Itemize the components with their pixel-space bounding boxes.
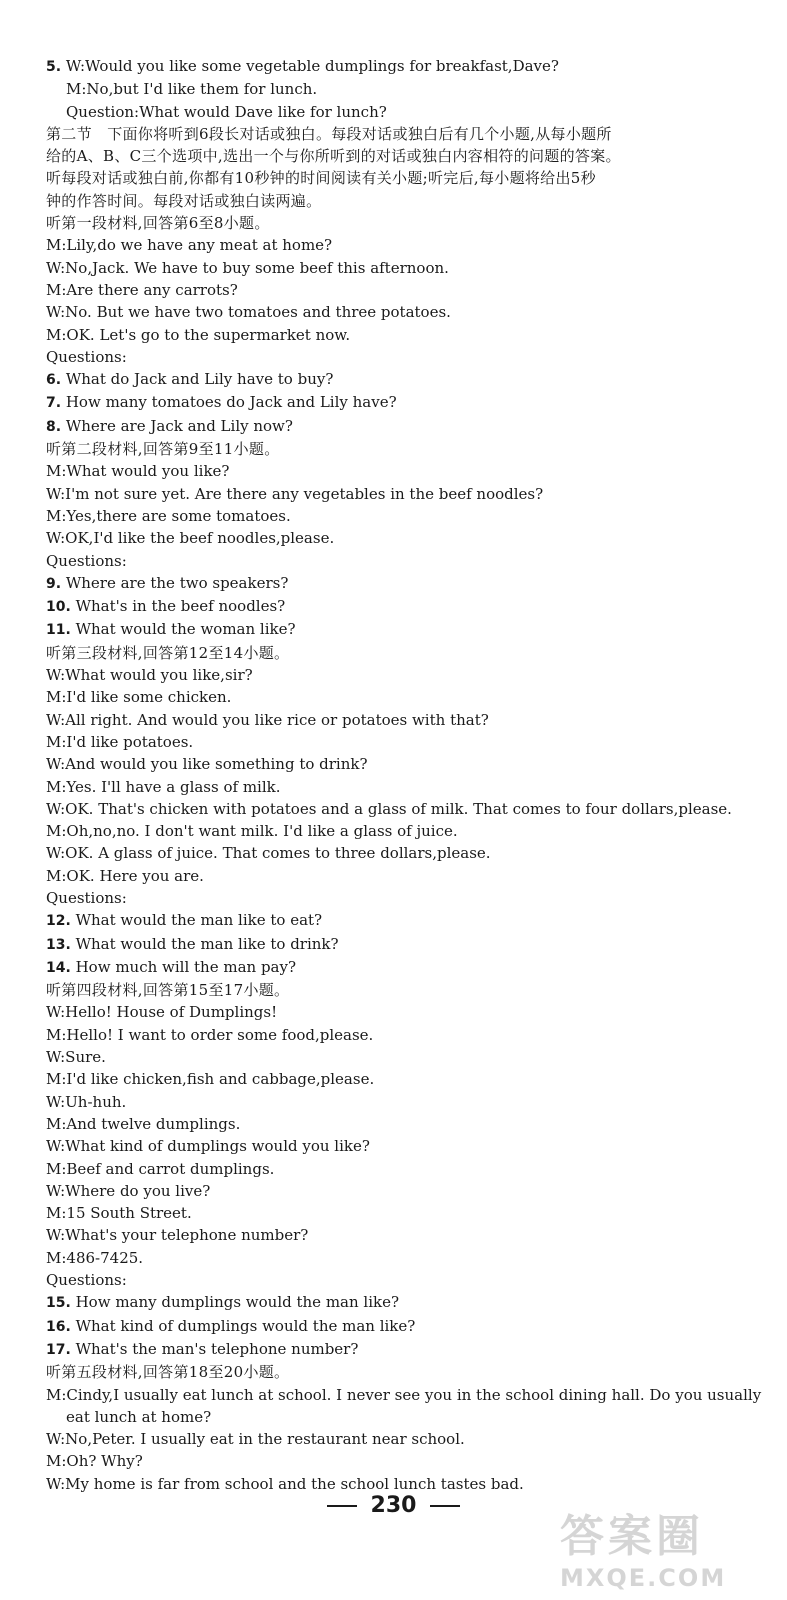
- document-body: [46, 55, 762, 1495]
- line-text: W:OK. That's chicken with potatoes and a glass of milk. That comes to four dollars,please.: [46, 799, 732, 818]
- text-line: [46, 1450, 746, 1472]
- line-text: Question:What would Dave like for lunch?: [66, 102, 387, 121]
- question-number: 11.: [46, 622, 71, 639]
- line-text: M:Cindy,I usually eat lunch at school. I never see you in the school dining hall. Do you usually: [46, 1385, 762, 1404]
- text-line: [46, 1068, 746, 1090]
- text-line: [46, 78, 746, 100]
- question-line: [46, 55, 746, 78]
- line-text: eat lunch at home?: [66, 1407, 212, 1426]
- question-number: 14.: [46, 959, 71, 976]
- line-text: How many dumplings would the man like?: [75, 1293, 400, 1312]
- line-text: 听第一段材料,回答第6至8小题。: [46, 214, 270, 233]
- text-line: [46, 550, 746, 572]
- line-text: M:Are there any carrots?: [46, 280, 238, 299]
- page-number: 230: [370, 1493, 417, 1518]
- text-line: [46, 979, 746, 1001]
- line-text: W:Uh-huh.: [46, 1092, 127, 1111]
- line-text: M:OK. Let's go to the supermarket now.: [46, 325, 351, 344]
- question-number: 10.: [46, 599, 71, 616]
- line-text: M:486-7425.: [46, 1248, 144, 1267]
- line-text: M:I'd like chicken,fish and cabbage,please.: [46, 1070, 375, 1089]
- line-text: Questions:: [46, 1271, 127, 1290]
- text-line: [46, 438, 746, 460]
- text-line: [46, 664, 746, 686]
- line-text: W:Hello! House of Dumplings!: [46, 1003, 278, 1022]
- text-line: [46, 460, 746, 482]
- line-text: W:All right. And would you like rice or potatoes with that?: [46, 710, 489, 729]
- question-number: 15.: [46, 1295, 71, 1312]
- question-number: 12.: [46, 913, 71, 930]
- line-text: 给的A、B、C三个选项中,选出一个与你所听到的对话或独白内容相符的问题的答案。: [46, 147, 621, 166]
- line-text: M:15 South Street.: [46, 1204, 192, 1223]
- line-text: Questions:: [46, 551, 127, 570]
- text-line: [46, 234, 746, 256]
- text-line: [46, 1384, 762, 1406]
- line-text: 听第三段材料,回答第12至14小题。: [46, 643, 290, 662]
- text-line: [46, 865, 746, 887]
- line-text: 听第二段材料,回答第9至11小题。: [46, 440, 280, 459]
- text-line: [46, 101, 746, 123]
- text-line: [46, 1473, 746, 1495]
- line-text: Where are the two speakers?: [65, 573, 289, 592]
- text-line: [46, 1180, 746, 1202]
- text-line: [46, 167, 746, 189]
- text-line: [46, 190, 746, 212]
- question-number: 6.: [46, 372, 62, 389]
- text-line: [46, 686, 746, 708]
- text-line: [46, 1001, 746, 1023]
- line-text: W:My home is far from school and the school lunch tastes bad.: [46, 1474, 524, 1493]
- text-line: [46, 753, 746, 775]
- text-line: [46, 1046, 746, 1068]
- line-text: W:What's your telephone number?: [46, 1226, 309, 1245]
- watermark-mark: 答案圈: [560, 1511, 704, 1562]
- line-text: 听每段对话或独白前,你都有10秒钟的时间阅读有关小题;听完后,每小题将给出5秒: [46, 169, 596, 188]
- line-text: M:Oh,no,no. I don't want milk. I'd like a glass of juice.: [46, 822, 458, 841]
- watermark-logo: [560, 1500, 780, 1590]
- question-number: 8.: [46, 418, 62, 435]
- text-line: [46, 505, 746, 527]
- line-text: W:No,Peter. I usually eat in the restaurant near school.: [46, 1430, 465, 1449]
- text-line: [46, 1247, 746, 1269]
- question-number: 7.: [46, 395, 62, 412]
- text-line: [46, 212, 746, 234]
- line-text: M:Lily,do we have any meat at home?: [46, 236, 333, 255]
- text-line: [46, 731, 746, 753]
- line-text: M:OK. Here you are.: [46, 866, 204, 885]
- line-text: What's in the beef noodles?: [75, 597, 286, 616]
- line-text: Questions:: [46, 347, 127, 366]
- text-line: [46, 1135, 746, 1157]
- line-text: What would the man like to drink?: [75, 934, 339, 953]
- text-line: [46, 887, 746, 909]
- question-line: [46, 1338, 746, 1361]
- line-text: W:And would you like something to drink?: [46, 755, 368, 774]
- line-text: What would the woman like?: [75, 620, 296, 639]
- question-number: 17.: [46, 1341, 71, 1358]
- question-line: [46, 368, 746, 391]
- line-text: W:No,Jack. We have to buy some beef this afternoon.: [46, 258, 449, 277]
- text-line: [46, 145, 746, 167]
- line-text: W:OK,I'd like the beef noodles,please.: [46, 529, 335, 548]
- text-line: [46, 1024, 746, 1046]
- line-text: M:Yes. I'll have a glass of milk.: [46, 777, 281, 796]
- line-text: W:Sure.: [46, 1048, 106, 1067]
- text-line: [46, 1428, 746, 1450]
- line-text: M:Yes,there are some tomatoes.: [46, 506, 291, 525]
- line-text: M:Oh? Why?: [46, 1452, 143, 1471]
- question-line: [46, 415, 746, 438]
- line-text: M:I'd like some chicken.: [46, 688, 232, 707]
- line-text: M:Hello! I want to order some food,please.: [46, 1025, 374, 1044]
- text-line: [46, 776, 746, 798]
- line-text: Questions:: [46, 888, 127, 907]
- line-text: W:What kind of dumplings would you like?: [46, 1137, 370, 1156]
- line-text: W:Where do you live?: [46, 1181, 211, 1200]
- text-line: [46, 324, 746, 346]
- line-text: 听第五段材料,回答第18至20小题。: [46, 1363, 290, 1382]
- line-text: What would the man like to eat?: [75, 911, 323, 930]
- text-line: [46, 257, 746, 279]
- text-line: [46, 279, 746, 301]
- line-text: M:Beef and carrot dumplings.: [46, 1159, 275, 1178]
- text-line: [46, 642, 746, 664]
- text-line: [46, 1158, 746, 1180]
- text-line: [46, 1113, 746, 1135]
- line-text: How much will the man pay?: [75, 957, 297, 976]
- line-text: M:And twelve dumplings.: [46, 1114, 241, 1133]
- text-line: [46, 483, 746, 505]
- text-line: [46, 1269, 746, 1291]
- text-line: [46, 1406, 746, 1428]
- line-text: W:What would you like,sir?: [46, 666, 253, 685]
- line-text: 第二节 下面你将听到6段长对话或独白。每段对话或独白后有几个小题,从每小题所: [46, 124, 612, 143]
- line-text: 钟的作答时间。每段对话或独白读两遍。: [46, 191, 322, 210]
- line-text: What kind of dumplings would the man like?: [75, 1316, 416, 1335]
- line-text: M:I'd like potatoes.: [46, 732, 194, 751]
- question-line: [46, 933, 746, 956]
- text-line: [46, 1202, 746, 1224]
- text-line: [46, 123, 746, 145]
- text-line: [46, 820, 746, 842]
- question-line: [46, 909, 746, 932]
- text-line: [46, 1361, 746, 1383]
- watermark-text: MXQE.COM: [560, 1564, 727, 1592]
- line-text: What's the man's telephone number?: [75, 1339, 359, 1358]
- line-text: 听第四段材料,回答第15至17小题。: [46, 981, 290, 1000]
- line-text: W:No. But we have two tomatoes and three potatoes.: [46, 303, 451, 322]
- text-line: [46, 301, 746, 323]
- line-text: M:What would you like?: [46, 462, 230, 481]
- line-text: W:OK. A glass of juice. That comes to three dollars,please.: [46, 844, 491, 863]
- text-line: [46, 527, 746, 549]
- text-line: [46, 842, 746, 864]
- line-text: How many tomatoes do Jack and Lily have?: [65, 393, 397, 412]
- question-line: [46, 391, 746, 414]
- footer-dash-right: [430, 1505, 460, 1507]
- line-text: Where are Jack and Lily now?: [65, 416, 293, 435]
- line-text: What do Jack and Lily have to buy?: [65, 370, 334, 389]
- line-text: W:Would you like some vegetable dumplings for breakfast,Dave?: [65, 57, 559, 75]
- text-line: [46, 798, 746, 820]
- question-line: [46, 595, 746, 618]
- question-number: 5.: [46, 59, 62, 75]
- question-line: [46, 956, 746, 979]
- question-number: 16.: [46, 1318, 71, 1335]
- question-line: [46, 618, 746, 641]
- text-line: [46, 346, 746, 368]
- question-line: [46, 1315, 746, 1338]
- footer-dash-left: [327, 1505, 357, 1507]
- text-line: [46, 1091, 746, 1113]
- question-number: 13.: [46, 936, 71, 953]
- text-line: [46, 709, 746, 731]
- question-line: [46, 572, 746, 595]
- question-number: 9.: [46, 575, 62, 592]
- text-line: [46, 1224, 746, 1246]
- line-text: M:No,but I'd like them for lunch.: [66, 80, 318, 99]
- line-text: W:I'm not sure yet. Are there any vegetables in the beef noodles?: [46, 484, 544, 503]
- question-line: [46, 1291, 746, 1314]
